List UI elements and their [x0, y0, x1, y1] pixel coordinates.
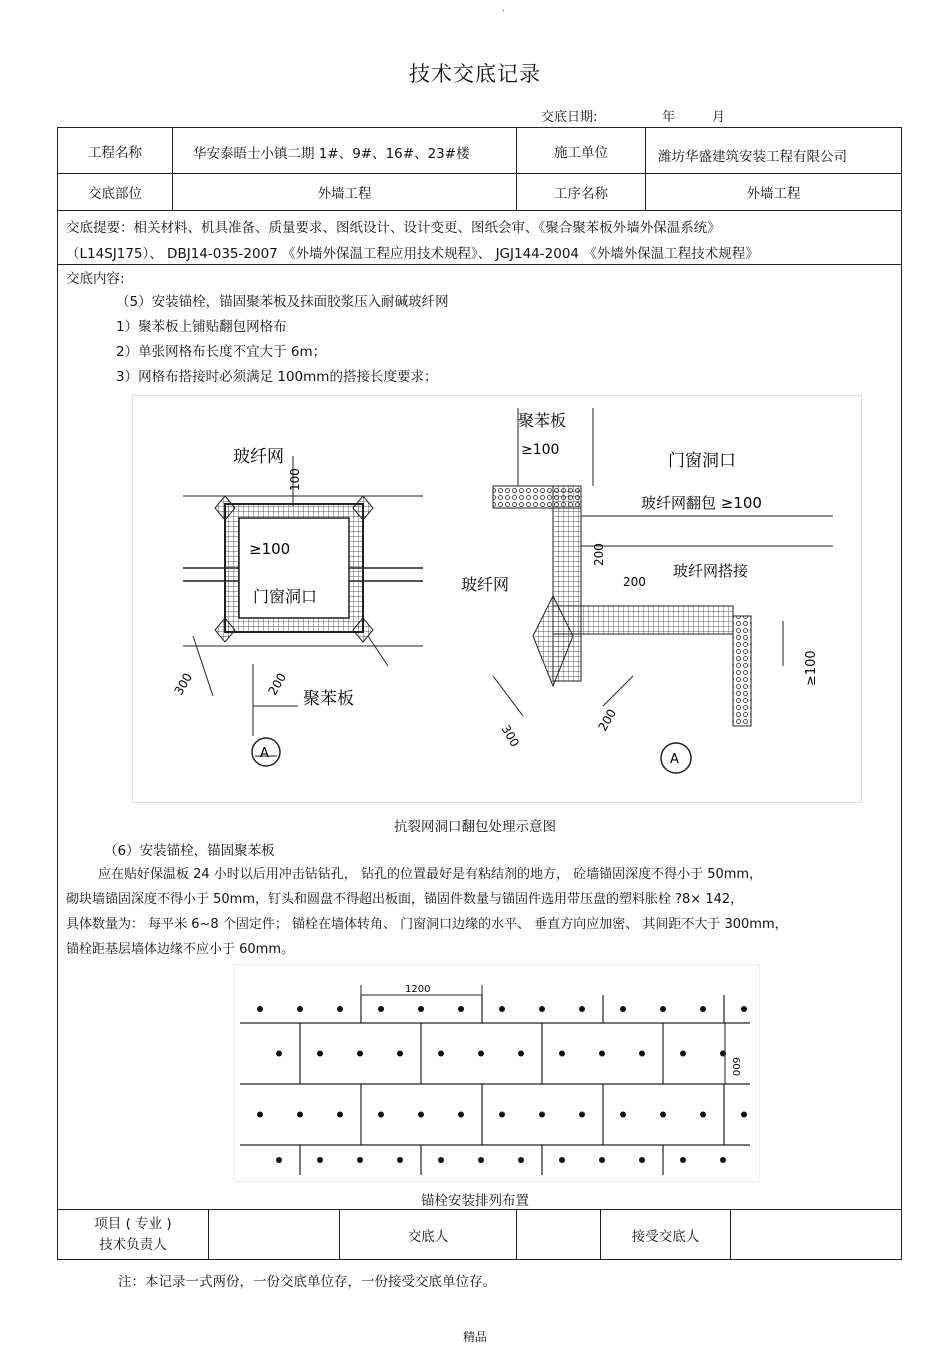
header-dot: .	[502, 4, 505, 14]
left-opening-label: 门窗洞口	[253, 587, 318, 606]
anchor-dot	[257, 1006, 263, 1012]
content-step-5: （5）安装锚栓，锚固聚苯板及抹面胶浆压入耐碱玻纤网	[116, 294, 449, 310]
project-name-label: 工程名称	[88, 144, 142, 161]
anchor-dot	[680, 1051, 686, 1057]
left-opening-detail	[183, 456, 423, 766]
month-label: 月	[712, 110, 726, 125]
left-marker-text: A	[260, 746, 269, 761]
page-title: 技术交底记录	[409, 62, 541, 86]
anchor-dot	[639, 1051, 645, 1057]
col-divider	[208, 1209, 209, 1260]
right-ge100-side: ≥100	[804, 650, 819, 686]
anchor-dot	[438, 1051, 444, 1057]
dim-height-label: 600	[730, 1057, 741, 1077]
anchor-dot	[458, 1112, 464, 1118]
row-divider	[57, 264, 902, 265]
discloser-label: 交底人	[407, 1229, 449, 1245]
tech-lead-line-1: 项目 ( 专业 )	[94, 1216, 172, 1232]
anchor-dot	[357, 1051, 363, 1057]
figure-1-caption: 抗裂网洞口翻包处理示意图	[394, 819, 556, 835]
anchor-dot	[478, 1051, 484, 1057]
anchor-dot	[499, 1112, 505, 1118]
opening-mesh-svg	[133, 396, 861, 802]
content-para-1: 应在贴好保温板 24 小时以后用冲击钻钻孔， 钻孔的位置最好是有粘结剂的地方， 砼墙锚固深度不得小于 50mm，	[98, 867, 763, 882]
summary-line-2: （L14SJ175）、 DBJ14-035-2007 《外墙外保温工程应用技术规程》、 JGJ144-2004 《外墙外保温工程技术规程》	[66, 246, 759, 262]
opening-mesh-diagram	[132, 395, 862, 803]
receiver-label: 接受交底人	[631, 1229, 700, 1245]
anchor-dot	[639, 1157, 645, 1163]
anchor-dot	[539, 1006, 545, 1012]
anchor-dot	[620, 1112, 626, 1118]
anchor-dot	[418, 1112, 424, 1118]
anchor-dot	[378, 1006, 384, 1012]
anchor-dot	[438, 1157, 444, 1163]
anchor-dot	[276, 1051, 282, 1057]
anchor-grid	[240, 995, 750, 1175]
anchor-dot	[741, 1112, 747, 1118]
anchor-dot	[579, 1006, 585, 1012]
anchor-dot	[559, 1051, 565, 1057]
anchor-dot	[660, 1112, 666, 1118]
anchor-dot	[559, 1157, 565, 1163]
anchor-dot	[378, 1112, 384, 1118]
anchor-dot	[620, 1006, 626, 1012]
footer-mark: 精品	[462, 1330, 487, 1344]
col-divider	[730, 1209, 731, 1260]
project-name-value: 华安泰晤士小镇二期 1#、9#、16#、23#楼	[193, 146, 470, 162]
anchor-dot	[458, 1006, 464, 1012]
anchor-dot	[579, 1112, 585, 1118]
anchor-dot	[720, 1157, 726, 1163]
construction-unit-value: 潍坊华盛建筑安装工程有限公司	[658, 149, 847, 165]
anchor-dot	[741, 1006, 747, 1012]
anchor-dot	[518, 1157, 524, 1163]
construction-unit-label: 施工单位	[554, 144, 608, 161]
process-value: 外墙工程	[746, 186, 801, 202]
anchor-layout-svg	[235, 965, 759, 1181]
anchor-dot	[518, 1051, 524, 1057]
anchor-dot	[317, 1051, 323, 1057]
right-eps-label: 聚苯板	[518, 411, 567, 430]
left-dim-100: 100	[288, 468, 302, 491]
anchor-dot	[660, 1006, 666, 1012]
date-label: 交底日期:	[541, 110, 598, 125]
anchor-dot	[599, 1051, 605, 1057]
anchor-dot	[700, 1006, 706, 1012]
left-eps-label: 聚苯板	[303, 689, 354, 709]
tech-lead-line-2: 技术负责人	[99, 1237, 167, 1253]
right-mesh-label: 玻纤网	[461, 575, 510, 594]
row-divider	[57, 210, 902, 211]
content-item-2: 2）单张网格布长度不宜大于 6m；	[116, 344, 327, 360]
anchor-dot	[680, 1157, 686, 1163]
anchor-dot	[478, 1157, 484, 1163]
process-label: 工序名称	[554, 186, 608, 202]
right-dim-200-a: 200	[592, 543, 606, 566]
anchor-dot	[297, 1112, 303, 1118]
content-item-3: 3）网格布搭接时必须满足 100mm的搭接长度要求；	[116, 369, 438, 385]
footer-note: 注：本记录一式两份，一份交底单位存，一份接受交底单位存。	[118, 1274, 496, 1290]
right-overlap-label: 玻纤网搭接	[673, 562, 749, 580]
content-para-2: 砌块墙锚固深度不得小于 50mm，钉头和圆盘不得超出板面，锚固件数量与锚固件选用带压盘的塑料胀栓 ?8× 142，	[66, 892, 744, 907]
anchor-dot	[397, 1157, 403, 1163]
right-dim-200-b: 200	[623, 575, 646, 589]
right-opening-label: 门窗洞口	[668, 451, 736, 471]
right-marker-text: A	[670, 752, 679, 767]
content-label: 交底内容:	[66, 271, 125, 287]
content-step-6: （6）安装锚栓，锚固聚苯板	[104, 843, 275, 859]
content-para-3: 具体数量为： 每平米 6~8 个固定件； 锚栓在墙体转角、 门窗洞口边缘的水平、 垂直方向应加密、 其间距不大于 300mm，	[66, 917, 788, 932]
right-dim-300: 300	[498, 722, 522, 750]
right-ge100-top: ≥100	[521, 442, 560, 458]
content-item-1: 1）聚苯板上铺贴翻包网格布	[116, 319, 287, 335]
content-para-4: 锚栓距基层墙体边缘不应小于 60mm。	[66, 942, 295, 957]
anchor-dot	[539, 1112, 545, 1118]
anchor-dot	[276, 1157, 282, 1163]
col-divider	[516, 1209, 517, 1260]
part-value: 外墙工程	[317, 186, 372, 202]
right-wrap-label: 玻纤网翻包 ≥100	[641, 494, 762, 512]
summary-line-1: 交底提要：相关材料、机具准备、质量要求、图纸设计、设计变更、图纸会审、《聚合聚苯板外墙外保温系统》	[66, 220, 721, 236]
year-label: 年	[662, 110, 676, 125]
left-mesh-label: 玻纤网	[233, 447, 284, 467]
figure-2-caption: 锚栓安装排列布置	[421, 1193, 529, 1209]
tech-lead-label	[58, 1210, 208, 1260]
anchor-dot	[337, 1006, 343, 1012]
anchor-dot	[317, 1157, 323, 1163]
left-dim-300: 300	[171, 670, 196, 698]
dim-width-label: 1200	[405, 984, 431, 995]
anchor-dot	[397, 1051, 403, 1057]
anchor-dot	[337, 1112, 343, 1118]
anchor-dot	[700, 1112, 706, 1118]
anchor-dot	[599, 1157, 605, 1163]
anchor-dot	[499, 1006, 505, 1012]
anchor-dot	[357, 1157, 363, 1163]
left-dim-200: 200	[265, 670, 290, 698]
right-dim-200-c: 200	[595, 706, 620, 734]
part-label: 交底部位	[88, 186, 142, 202]
right-corner-detail	[493, 408, 833, 773]
anchor-dot	[418, 1006, 424, 1012]
anchor-dot	[257, 1112, 263, 1118]
left-ge100: ≥100	[249, 540, 291, 558]
anchor-layout-diagram	[234, 964, 760, 1182]
anchor-dot	[297, 1006, 303, 1012]
